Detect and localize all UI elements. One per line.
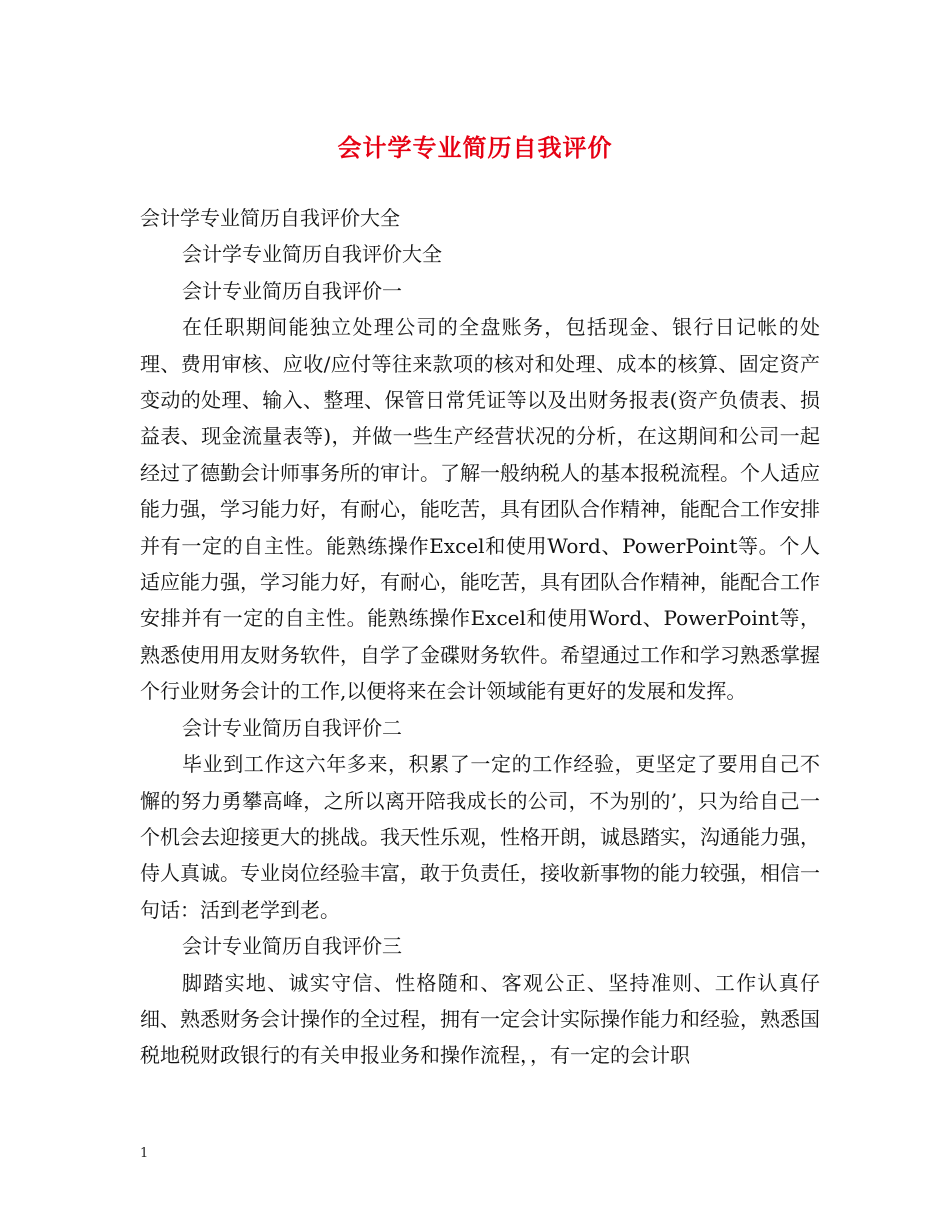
document-body <box>140 200 820 1074</box>
document-heading: 会计学专业简历自我评价大全 <box>140 206 400 230</box>
page-number: 1 <box>140 1146 149 1161</box>
paragraph-three: 脚踏实地、诚实守信、性格随和、客观公正、坚持准则、工作认真仔细、熟悉财务会计操作的全过程，拥有一定会计实际操作能力和经验，熟悉国税地税财政银行的有关申报业务和操作流程，，有一定的会计职 <box>140 970 820 1068</box>
section-subtitle: 会计学专业简历自我评价大全 <box>182 242 442 267</box>
page-title: 会计学专业简历自我评价 <box>337 133 613 162</box>
paragraph-two: 毕业到工作这六年多来，积累了一定的工作经验，更坚定了要用自己不懈的努力勇攀高峰，之所以离开陪我成长的公司，不为别的’，只为给自己一个机会去迎接更大的挑战。我天性乐观，性格开朗，诚恳踏实，沟通能力强，侍人真诚。专业岗位经验丰富，敢于负责任，接收新事物的能力较强，相信一句话：活到老学到老。 <box>140 752 820 922</box>
section-heading-three: 会计专业简历自我评价三 <box>182 934 402 959</box>
section-heading-two: 会计专业简历自我评价二 <box>182 715 402 740</box>
paragraph-one: 在任职期间能独立处理公司的全盘账务，包括现金、银行日记帐的处理、费用审核、应收/应付等往来款项的核对和处理、成本的核算、固定资产变动的处理、输入、整理、保管日常凭证等以及出财务报表(资产负债表、损益表、现金流量表等)，并做一些生产经营状况的分析，在这期间和公司一起经过了德勤会计师事务所的审计。了解一般纳税人的基本报税流程。个人适应能力强，学习能力好，有耐心，能吃苦，具有团队合作精神，能配合工作安排并有一定的自主性。能熟练操作Excel和使用Word、PowerPoint等。个人适应能力强，学习能力好，有耐心，能吃苦，具有团队合作精神，能配合工作安排并有一定的自主性。能熟练操作Excel和使用Word、PowerPoint等，熟悉使用用友财务软件，自学了金碟财务软件。希望通过工作和学习熟悉掌握个行业财务会计的工作,以便将来在会计领域能有更好的发展和发挥。 <box>140 315 820 704</box>
section-heading-one: 会计专业简历自我评价一 <box>182 278 402 303</box>
